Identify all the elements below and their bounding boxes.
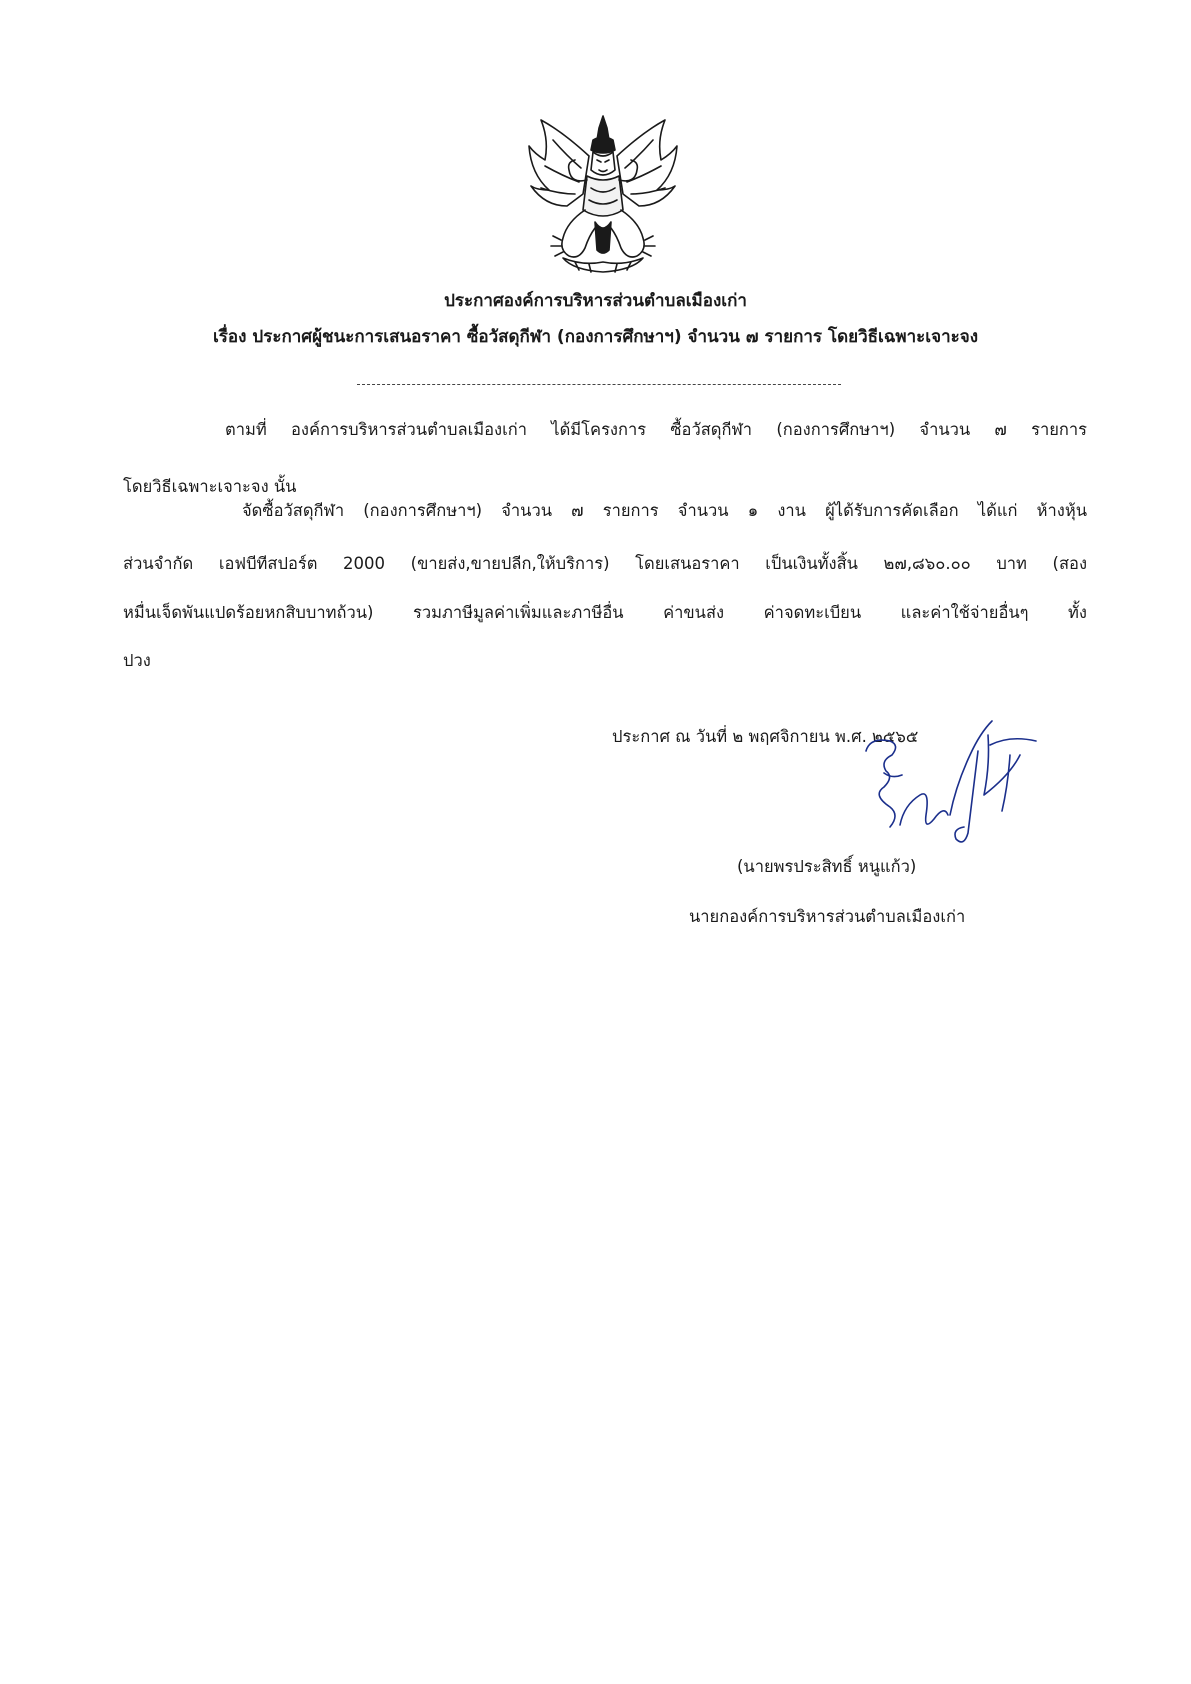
subject-text: ประกาศผู้ชนะการเสนอราคา ซื้อวัสดุกีฬา (กองการศึกษาฯ) จำนวน ๗ รายการ โดยวิธีเฉพาะเจาะจง	[252, 327, 979, 347]
subject-line	[0, 323, 1191, 350]
body-line: ตามที่ องค์การบริหารส่วนตำบลเมืองเก่า ได้มีโครงการ ซื้อวัสดุกีฬา (กองการศึกษาฯ) จำนวน ๗ รายการ	[225, 420, 1087, 439]
signer-title: นายกองค์การบริหารส่วนตำบลเมืองเก่า	[689, 907, 966, 926]
body-line: จัดซื้อวัสดุกีฬา (กองการศึกษาฯ) จำนวน ๗ รายการ จำนวน ๑ งาน ผู้ได้รับการคัดเลือก ได้แก่ ห้างหุ้น	[242, 501, 1087, 520]
body-line: ปวง	[123, 651, 151, 670]
org-title: ประกาศองค์การบริหารส่วนตำบลเมืองเก่า	[444, 291, 747, 311]
handwritten-signature	[860, 715, 1040, 855]
body-line: โดยวิธีเฉพาะเจาะจง นั้น	[123, 477, 297, 496]
signer-name: (นายพรประสิทธิ์ หนูแก้ว)	[737, 857, 917, 876]
subject-prefix: เรื่อง	[212, 327, 247, 347]
garuda-emblem-icon	[522, 110, 684, 275]
title-divider	[357, 384, 841, 385]
body-line: หมื่นเจ็ดพันแปดร้อยหกสิบบาทถ้วน) รวมภาษีมูลค่าเพิ่มและภาษีอื่น ค่าขนส่ง ค่าจดทะเบียน และค่าใช้จ่ายอื่นๆ ทั้ง	[123, 603, 1087, 622]
announcement-date: ประกาศ ณ วันที่ ๒ พฤศจิกายน พ.ศ. ๒๕๖๕	[612, 727, 919, 746]
body-line: ส่วนจำกัด เอฟบีทีสปอร์ต 2000 (ขายส่ง,ขายปลีก,ให้บริการ) โดยเสนอราคา เป็นเงินทั้งสิ้น ๒๗,๘๖๐.๐๐ บาท (สอง	[123, 554, 1087, 573]
